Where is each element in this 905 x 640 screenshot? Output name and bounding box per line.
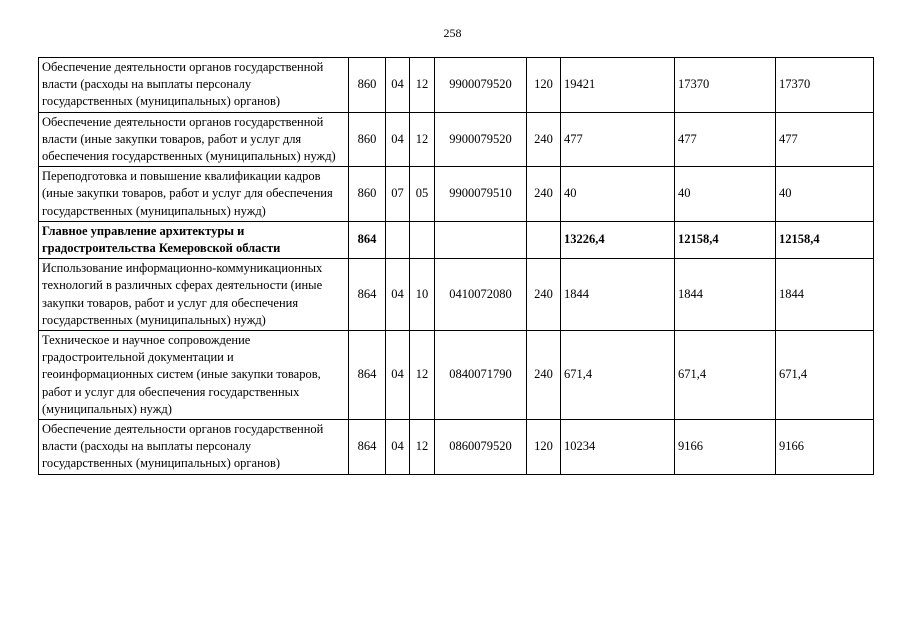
- table-row: [39, 112, 874, 167]
- row-name-cell: Переподготовка и повышение квалификации кадров (иные закупки товаров, работ и услуг для обеспечения государственных (муниципальных) нужд): [39, 167, 349, 222]
- row-amount-year1-cell: 477: [561, 112, 675, 167]
- row-amount-year3-cell: 17370: [776, 58, 874, 113]
- table-row: [39, 259, 874, 331]
- row-expense-type-cell: [527, 221, 561, 258]
- row-expense-type-cell: 240: [527, 331, 561, 420]
- row-subsection-cell: [410, 221, 435, 258]
- table-row: [39, 420, 874, 475]
- row-expense-type-cell: 240: [527, 167, 561, 222]
- row-amount-year2-cell: 9166: [675, 420, 776, 475]
- row-grbs-cell: 860: [349, 167, 386, 222]
- row-name-cell: Обеспечение деятельности органов государственной власти (расходы на выплаты персоналу государственных (муниципальных) органов): [39, 420, 349, 475]
- row-expense-type-cell: 240: [527, 259, 561, 331]
- row-amount-year3-cell: 12158,4: [776, 221, 874, 258]
- row-grbs-cell: 864: [349, 331, 386, 420]
- row-subsection-cell: 12: [410, 331, 435, 420]
- row-grbs-cell: 860: [349, 58, 386, 113]
- row-amount-year2-cell: 17370: [675, 58, 776, 113]
- row-section-cell: 07: [386, 167, 410, 222]
- row-amount-year3-cell: 40: [776, 167, 874, 222]
- row-amount-year3-cell: 671,4: [776, 331, 874, 420]
- page-number: 258: [443, 26, 462, 40]
- row-amount-year3-cell: 477: [776, 112, 874, 167]
- row-amount-year3-cell: 1844: [776, 259, 874, 331]
- row-amount-year2-cell: 1844: [675, 259, 776, 331]
- row-amount-year1-cell: 40: [561, 167, 675, 222]
- row-target-article-cell: 0840071790: [435, 331, 527, 420]
- row-amount-year1-cell: 13226,4: [561, 221, 675, 258]
- row-amount-year2-cell: 40: [675, 167, 776, 222]
- row-target-article-cell: [435, 221, 527, 258]
- row-subsection-cell: 12: [410, 112, 435, 167]
- row-target-article-cell: 9900079520: [435, 112, 527, 167]
- row-subsection-cell: 10: [410, 259, 435, 331]
- row-grbs-cell: 860: [349, 112, 386, 167]
- row-target-article-cell: 9900079510: [435, 167, 527, 222]
- table-row: [39, 167, 874, 222]
- row-amount-year1-cell: 19421: [561, 58, 675, 113]
- row-amount-year1-cell: 10234: [561, 420, 675, 475]
- budget-table: [38, 57, 874, 475]
- row-target-article-cell: 9900079520: [435, 58, 527, 113]
- row-amount-year1-cell: 1844: [561, 259, 675, 331]
- row-name-cell: Техническое и научное сопровождение градостроительной документации и геоинформационных систем (иные закупки товаров, работ и услуг для обеспечения государственных (муниципальных) нужд): [39, 331, 349, 420]
- row-name-cell: Обеспечение деятельности органов государственной власти (расходы на выплаты персоналу государственных (муниципальных) органов): [39, 58, 349, 113]
- row-expense-type-cell: 120: [527, 58, 561, 113]
- row-section-cell: 04: [386, 420, 410, 475]
- row-grbs-cell: 864: [349, 221, 386, 258]
- table-row: [39, 221, 874, 258]
- row-amount-year2-cell: 671,4: [675, 331, 776, 420]
- row-expense-type-cell: 240: [527, 112, 561, 167]
- row-expense-type-cell: 120: [527, 420, 561, 475]
- row-section-cell: 04: [386, 112, 410, 167]
- row-subsection-cell: 05: [410, 167, 435, 222]
- row-amount-year1-cell: 671,4: [561, 331, 675, 420]
- row-grbs-cell: 864: [349, 420, 386, 475]
- row-subsection-cell: 12: [410, 58, 435, 113]
- row-section-cell: 04: [386, 331, 410, 420]
- row-section-cell: 04: [386, 58, 410, 113]
- row-section-cell: 04: [386, 259, 410, 331]
- row-amount-year2-cell: 477: [675, 112, 776, 167]
- row-name-cell: Обеспечение деятельности органов государственной власти (иные закупки товаров, работ и услуг для обеспечения государственных (муниципальных) нужд): [39, 112, 349, 167]
- row-name-cell: Главное управление архитектуры и градостроительства Кемеровской области: [39, 221, 349, 258]
- row-target-article-cell: 0410072080: [435, 259, 527, 331]
- row-name-cell: Использование информационно-коммуникационных технологий в различных сферах деятельности (иные закупки товаров, работ и услуг для обеспечения государственных (муниципальных) нужд): [39, 259, 349, 331]
- row-section-cell: [386, 221, 410, 258]
- row-target-article-cell: 0860079520: [435, 420, 527, 475]
- row-amount-year3-cell: 9166: [776, 420, 874, 475]
- row-subsection-cell: 12: [410, 420, 435, 475]
- row-grbs-cell: 864: [349, 259, 386, 331]
- table-row: [39, 331, 874, 420]
- table-row: [39, 58, 874, 113]
- row-amount-year2-cell: 12158,4: [675, 221, 776, 258]
